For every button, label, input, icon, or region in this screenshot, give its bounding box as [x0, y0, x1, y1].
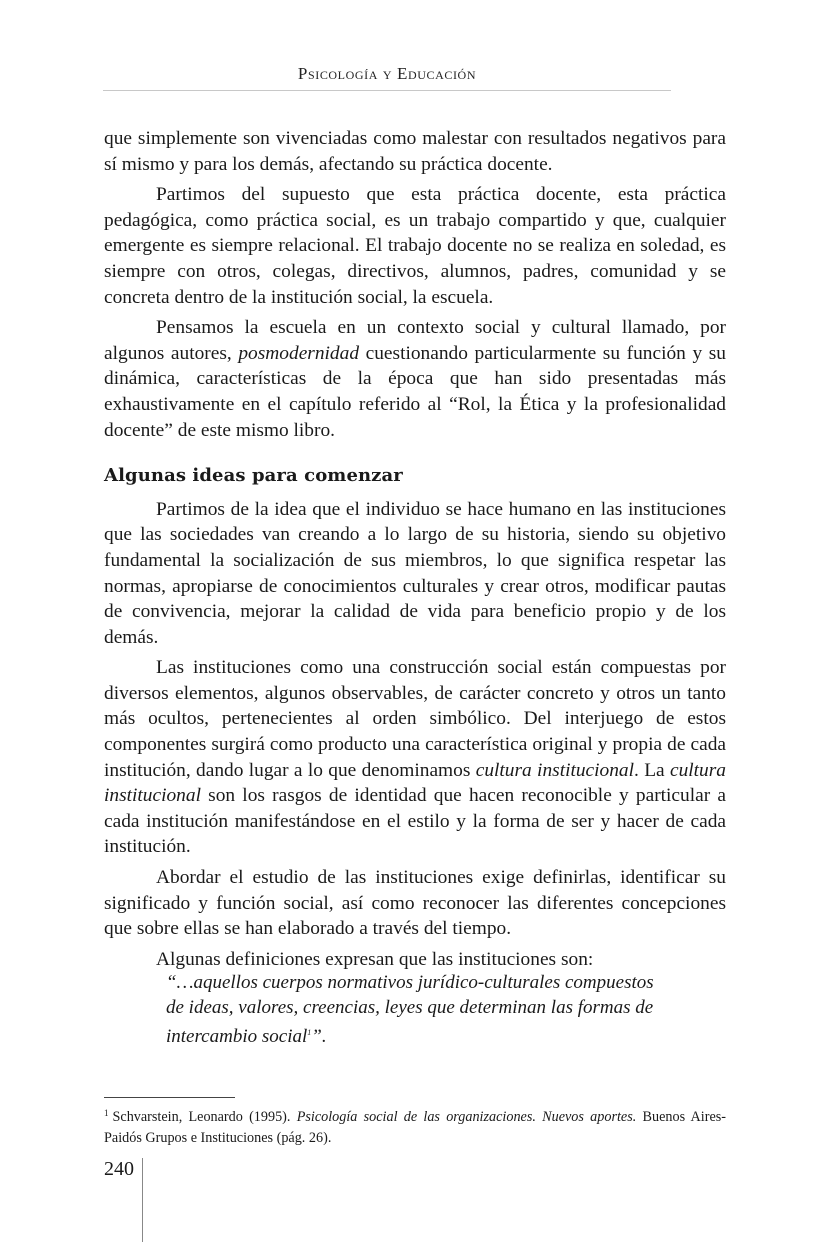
- paragraph-5: [104, 655, 726, 860]
- footnote-rule: [104, 1097, 235, 1098]
- footnote-text-a: Schvarstein, Leonardo (1995).: [112, 1109, 297, 1125]
- footnote-number: 1: [104, 1108, 109, 1118]
- footnote-text-b: Buenos Aires-Paidós Grupos e Instituciones (pág. 26).: [104, 1109, 726, 1146]
- paragraph-2: Partimos del supuesto que esta práctica docente, esta práctica pedagógica, como práctica social, es un trabajo compartido y que, cualquier emergente es siempre relacional. El trabajo docente no se realiza en soledad, es siempre con otros, colegas, directivos, alumnos, padres, comunidad y se concreta dentro de la institución social, la escuela.: [104, 184, 726, 308]
- header-title: Psicología y Educación: [297, 64, 477, 83]
- page-number-divider: [142, 1158, 143, 1242]
- section-heading: Algunas ideas para comenzar: [104, 465, 403, 487]
- emphasis-cultura-institucional-2: cultura institucional: [104, 759, 726, 807]
- paragraph-5-text-b: . La: [634, 759, 670, 781]
- paragraph-1: que simplemente son vivenciadas como malestar con resultados negativos para sí mismo y para los demás, afectando su práctica docente.: [104, 128, 726, 175]
- emphasis-posmodernidad: posmodernidad: [238, 342, 360, 364]
- page-number: 240: [104, 1158, 134, 1180]
- emphasis-cultura-institucional-1: cultura institucional: [475, 759, 635, 781]
- block-quote: [166, 970, 666, 1049]
- paragraph-4: Partimos de la idea que el individuo se hace humano en las instituciones que las sociedades van creando a lo largo de su historia, siendo su objetivo fundamental la socialización de sus miembros, lo que significa respetar las normas, apropiarse de conocimientos culturales y crear otros, modificar pautas de convivencia, mejorar la calidad de vida para beneficio propio y de los demás.: [104, 498, 726, 648]
- paragraph-3: [104, 315, 726, 443]
- running-header: [103, 64, 671, 84]
- paragraph-5-text-a: Las instituciones como una construcción social están compuestas por diversos elementos, algunos observables, de carácter concreto y otros un tanto más ocultos, pertenecientes al orden simbólico. Del interjuego de estos componentes surgirá como producto una característica original y propia de cada institución, dando lugar a lo que denominamos: [104, 657, 726, 781]
- quote-text: “…aquellos cuerpos normativos jurídico-culturales compuestos de ideas, valores, creencias, leyes que determinan las formas de intercambio social: [166, 972, 654, 1048]
- footnote: [104, 1103, 726, 1149]
- paragraph-3-text-a: Pensamos la escuela en un contexto social y cultural llamado, por algunos autores,: [104, 317, 726, 364]
- footnote-book-title: Psicología social de las organizaciones. Nuevos aportes.: [296, 1109, 637, 1125]
- paragraph-5-text-c: son los rasgos de identidad que hacen reconocible y particular a cada institución manifestándose en el estilo y la forma de ser y hacer de cada institución.: [104, 785, 726, 858]
- footnote-reference[interactable]: 1: [307, 1028, 312, 1038]
- paragraph-6: Abordar el estudio de las instituciones exige definirlas, identificar su significado y función social, así como reconocer las diferentes concepciones que sobre ellas se han elaborado a través del tiempo.: [104, 867, 726, 940]
- quote-end: ”.: [311, 1026, 327, 1048]
- paragraph-3-text-b: cuestionando particularmente su función y su dinámica, características de la época que han sido presentadas más exhaustivamente en el capítulo referido al “Rol, la Ética y la profesionalidad docente” de este mismo libro.: [104, 342, 726, 441]
- header-rule: [103, 90, 671, 91]
- page-body: [104, 126, 726, 1049]
- paragraph-7: Algunas definiciones expresan que las instituciones son:: [156, 948, 594, 970]
